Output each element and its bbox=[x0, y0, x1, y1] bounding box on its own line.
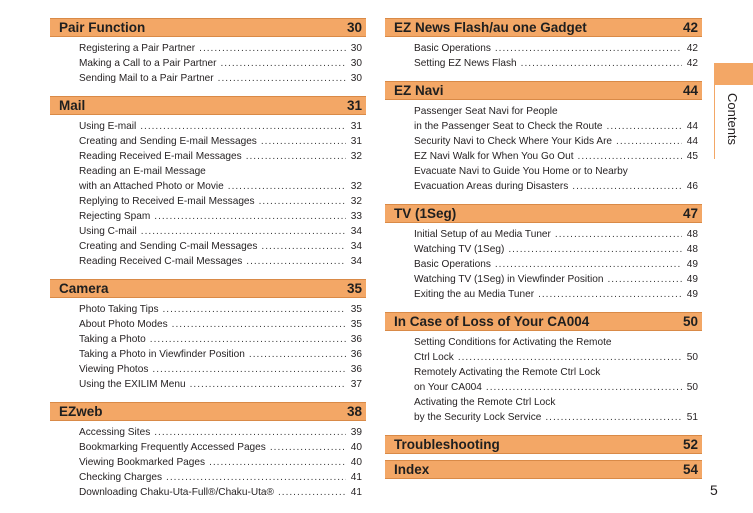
entry-page: 48 bbox=[686, 229, 698, 240]
left-column bbox=[50, 18, 366, 504]
dot-leader bbox=[166, 470, 346, 485]
toc-entry[interactable] bbox=[414, 272, 698, 287]
contents-tab[interactable] bbox=[714, 63, 753, 159]
section-header[interactable] bbox=[50, 402, 366, 421]
section-header[interactable] bbox=[50, 18, 366, 37]
entry-text: Viewing Photos bbox=[79, 364, 149, 375]
entry-text: Using E-mail bbox=[79, 121, 137, 132]
entry-text: Security Navi to Check Where Your Kids Are bbox=[414, 136, 613, 147]
entry-text: in the Passenger Seat to Check the Route bbox=[414, 121, 603, 132]
dot-leader bbox=[140, 119, 346, 134]
dot-leader bbox=[521, 56, 682, 71]
dot-leader bbox=[154, 425, 346, 440]
entry-text: Initial Setup of au Media Tuner bbox=[414, 229, 551, 240]
entry-page: 36 bbox=[350, 334, 362, 345]
toc-entry[interactable] bbox=[414, 380, 698, 395]
entry-text: Reading Received C-mail Messages bbox=[79, 256, 243, 267]
dot-leader bbox=[458, 350, 682, 365]
entry-text: Creating and Sending C-mail Messages bbox=[79, 241, 258, 252]
dot-leader bbox=[259, 194, 346, 209]
dot-leader bbox=[261, 239, 346, 254]
entry-page: 36 bbox=[350, 349, 362, 360]
entry-page: 37 bbox=[350, 379, 362, 390]
dot-leader bbox=[220, 56, 346, 71]
toc-entry[interactable] bbox=[79, 455, 362, 470]
toc-entry[interactable] bbox=[79, 362, 362, 377]
entry-text: Using the EXILIM Menu bbox=[79, 379, 186, 390]
section-title: Index bbox=[394, 462, 430, 477]
entry-text: Creating and Sending E-mail Messages bbox=[79, 136, 257, 147]
toc-entry[interactable] bbox=[414, 410, 698, 425]
toc-entry[interactable] bbox=[79, 41, 362, 56]
section-header[interactable] bbox=[385, 460, 702, 479]
dot-leader bbox=[616, 134, 682, 149]
entry-page: 34 bbox=[350, 241, 362, 252]
toc-entry[interactable] bbox=[414, 242, 698, 257]
section-page: 47 bbox=[682, 206, 698, 221]
toc-entry[interactable] bbox=[79, 377, 362, 392]
toc-entry[interactable] bbox=[414, 41, 698, 56]
entry-text-line: Evacuate Navi to Guide You Home or to Nearby bbox=[414, 166, 628, 177]
dot-leader bbox=[508, 242, 682, 257]
dot-leader bbox=[572, 179, 682, 194]
entry-text: Replying to Received E-mail Messages bbox=[79, 196, 255, 207]
entry-list bbox=[50, 421, 366, 504]
entry-page: 42 bbox=[686, 58, 698, 69]
dot-leader bbox=[486, 380, 682, 395]
entry-text: Basic Operations bbox=[414, 43, 491, 54]
dot-leader bbox=[545, 410, 682, 425]
entry-text: Taking a Photo bbox=[79, 334, 146, 345]
entry-text: Setting EZ News Flash bbox=[414, 58, 517, 69]
section-title: Troubleshooting bbox=[394, 437, 500, 452]
entry-text: Photo Taking Tips bbox=[79, 304, 159, 315]
entry-text: Using C-mail bbox=[79, 226, 137, 237]
entry-page: 39 bbox=[350, 427, 362, 438]
entry-list bbox=[50, 37, 366, 90]
right-column bbox=[385, 18, 702, 479]
toc-entry[interactable] bbox=[79, 317, 362, 332]
entry-page: 40 bbox=[350, 457, 362, 468]
dot-leader bbox=[555, 227, 682, 242]
dot-leader bbox=[152, 362, 346, 377]
section-page: 31 bbox=[346, 98, 362, 113]
dot-leader bbox=[209, 455, 346, 470]
section-header[interactable] bbox=[385, 81, 702, 100]
entry-text-line: Setting Conditions for Activating the Remote bbox=[414, 337, 612, 348]
entry-text: Watching TV (1Seg) bbox=[414, 244, 505, 255]
entry-page: 46 bbox=[686, 181, 698, 192]
dot-leader bbox=[150, 332, 346, 347]
entry-page: 32 bbox=[350, 181, 362, 192]
toc-entry[interactable] bbox=[79, 71, 362, 86]
entry-text: Sending Mail to a Pair Partner bbox=[79, 73, 214, 84]
entry-page: 40 bbox=[350, 442, 362, 453]
entry-list bbox=[385, 331, 702, 429]
entry-page: 35 bbox=[350, 304, 362, 315]
section-page: 54 bbox=[682, 462, 698, 477]
toc-entry[interactable] bbox=[414, 227, 698, 242]
entry-page: 31 bbox=[350, 136, 362, 147]
dot-leader bbox=[278, 485, 346, 500]
section-title: In Case of Loss of Your CA004 bbox=[394, 314, 590, 329]
entry-page: 41 bbox=[350, 487, 362, 498]
entry-text: Making a Call to a Pair Partner bbox=[79, 58, 217, 69]
section-title: Mail bbox=[59, 98, 86, 113]
entry-text: Taking a Photo in Viewfinder Position bbox=[79, 349, 245, 360]
entry-page: 42 bbox=[686, 43, 698, 54]
entry-list bbox=[50, 298, 366, 396]
dot-leader bbox=[218, 71, 346, 86]
entry-page: 44 bbox=[686, 136, 698, 147]
dot-leader bbox=[261, 134, 346, 149]
entry-page: 32 bbox=[350, 151, 362, 162]
dot-leader bbox=[199, 41, 346, 56]
toc-entry[interactable] bbox=[79, 134, 362, 149]
entry-page: 48 bbox=[686, 244, 698, 255]
toc-entry[interactable] bbox=[79, 302, 362, 317]
entry-text: on Your CA004 bbox=[414, 382, 482, 393]
entry-list bbox=[385, 223, 702, 306]
toc-entry[interactable] bbox=[414, 350, 698, 365]
section-page: 42 bbox=[682, 20, 698, 35]
dot-leader bbox=[154, 209, 346, 224]
toc-entry[interactable] bbox=[79, 485, 362, 500]
entry-text: Basic Operations bbox=[414, 259, 491, 270]
entry-page: 34 bbox=[350, 256, 362, 267]
tab-label: Contents bbox=[725, 93, 740, 146]
entry-page: 50 bbox=[686, 352, 698, 363]
section-header[interactable] bbox=[385, 18, 702, 37]
dot-leader bbox=[607, 272, 682, 287]
dot-leader bbox=[172, 317, 346, 332]
section-page: 35 bbox=[346, 281, 362, 296]
entry-page: 49 bbox=[686, 259, 698, 270]
entry-page: 50 bbox=[686, 382, 698, 393]
entry-page: 30 bbox=[350, 43, 362, 54]
section-page: 52 bbox=[682, 437, 698, 452]
dot-leader bbox=[495, 257, 682, 272]
entry-text: Reading Received E-mail Messages bbox=[79, 151, 242, 162]
dot-leader bbox=[578, 149, 682, 164]
entry-page: 30 bbox=[350, 73, 362, 84]
toc-entry[interactable] bbox=[79, 440, 362, 455]
toc-entry[interactable] bbox=[414, 179, 698, 194]
entry-page: 32 bbox=[350, 196, 362, 207]
toc-entry[interactable] bbox=[79, 224, 362, 239]
entry-text-line: Passenger Seat Navi for People bbox=[414, 106, 558, 117]
toc-entry[interactable] bbox=[79, 332, 362, 347]
toc-entry[interactable] bbox=[79, 254, 362, 269]
entry-text: Downloading Chaku-Uta-Full®/Chaku-Uta® bbox=[79, 487, 274, 498]
entry-page: 34 bbox=[350, 226, 362, 237]
entry-text: About Photo Modes bbox=[79, 319, 168, 330]
entry-text: Evacuation Areas during Disasters bbox=[414, 181, 569, 192]
toc-entry[interactable] bbox=[414, 287, 698, 302]
section-title: EZweb bbox=[59, 404, 103, 419]
entry-page: 41 bbox=[350, 472, 362, 483]
entry-page: 31 bbox=[350, 121, 362, 132]
entry-text: Watching TV (1Seg) in Viewfinder Position bbox=[414, 274, 604, 285]
dot-leader bbox=[141, 224, 346, 239]
toc-entry[interactable] bbox=[79, 425, 362, 440]
dot-leader bbox=[246, 254, 346, 269]
entry-text: EZ Navi Walk for When You Go Out bbox=[414, 151, 574, 162]
toc-entry[interactable] bbox=[414, 257, 698, 272]
entry-list bbox=[385, 37, 702, 75]
entry-text: Rejecting Spam bbox=[79, 211, 151, 222]
entry-text-line: Reading an E-mail Message bbox=[79, 166, 206, 177]
entry-page: 49 bbox=[686, 289, 698, 300]
section-title: Camera bbox=[59, 281, 109, 296]
entry-page: 45 bbox=[686, 151, 698, 162]
dot-leader bbox=[228, 179, 346, 194]
dot-leader bbox=[495, 41, 682, 56]
entry-page: 44 bbox=[686, 121, 698, 132]
section-title: Pair Function bbox=[59, 20, 146, 35]
entry-text: Exiting the au Media Tuner bbox=[414, 289, 535, 300]
entry-list bbox=[50, 115, 366, 273]
section-header[interactable] bbox=[385, 312, 702, 331]
entry-page: 36 bbox=[350, 364, 362, 375]
entry-text-line: Remotely Activating the Remote Ctrl Lock bbox=[414, 367, 601, 378]
entry-page: 35 bbox=[350, 319, 362, 330]
section-page: 38 bbox=[346, 404, 362, 419]
entry-text: Ctrl Lock bbox=[414, 352, 454, 363]
dot-leader bbox=[163, 302, 347, 317]
entry-text: Checking Charges bbox=[79, 472, 163, 483]
dot-leader bbox=[246, 149, 346, 164]
toc-entry[interactable] bbox=[79, 56, 362, 71]
toc-entry[interactable] bbox=[79, 209, 362, 224]
entry-text-line: Activating the Remote Ctrl Lock bbox=[414, 397, 556, 408]
entry-text: with an Attached Photo or Movie bbox=[79, 181, 224, 192]
dot-leader bbox=[270, 440, 346, 455]
toc-entry[interactable] bbox=[79, 470, 362, 485]
entry-list bbox=[385, 100, 702, 198]
toc-entry[interactable] bbox=[79, 239, 362, 254]
section-page: 50 bbox=[682, 314, 698, 329]
section-title: EZ News Flash/au one Gadget bbox=[394, 20, 587, 35]
toc-entry[interactable] bbox=[79, 347, 362, 362]
dot-leader bbox=[190, 377, 346, 392]
section-title: EZ Navi bbox=[394, 83, 444, 98]
entry-text: by the Security Lock Service bbox=[414, 412, 542, 423]
section-header[interactable] bbox=[385, 204, 702, 223]
toc-entry[interactable] bbox=[79, 179, 362, 194]
toc-entry[interactable] bbox=[79, 119, 362, 134]
entry-page: 33 bbox=[350, 211, 362, 222]
toc-entry[interactable] bbox=[79, 194, 362, 209]
page-number: 5 bbox=[710, 482, 718, 498]
section-header[interactable] bbox=[385, 435, 702, 454]
entry-page: 49 bbox=[686, 274, 698, 285]
entry-text: Bookmarking Frequently Accessed Pages bbox=[79, 442, 266, 453]
toc-entry[interactable] bbox=[414, 134, 698, 149]
entry-text: Viewing Bookmarked Pages bbox=[79, 457, 206, 468]
section-header[interactable] bbox=[50, 279, 366, 298]
dot-leader bbox=[538, 287, 682, 302]
section-page: 44 bbox=[682, 83, 698, 98]
entry-text: Registering a Pair Partner bbox=[79, 43, 196, 54]
dot-leader bbox=[249, 347, 346, 362]
toc-entry[interactable] bbox=[414, 149, 698, 164]
section-title: TV (1Seg) bbox=[394, 206, 457, 221]
section-header[interactable] bbox=[50, 96, 366, 115]
entry-text: Accessing Sites bbox=[79, 427, 151, 438]
toc-entry[interactable] bbox=[414, 56, 698, 71]
dot-leader bbox=[607, 119, 682, 134]
entry-page: 30 bbox=[350, 58, 362, 69]
section-page: 30 bbox=[346, 20, 362, 35]
entry-page: 51 bbox=[686, 412, 698, 423]
toc-entry[interactable] bbox=[79, 149, 362, 164]
toc-entry[interactable] bbox=[414, 119, 698, 134]
tab-color-band bbox=[715, 63, 753, 85]
